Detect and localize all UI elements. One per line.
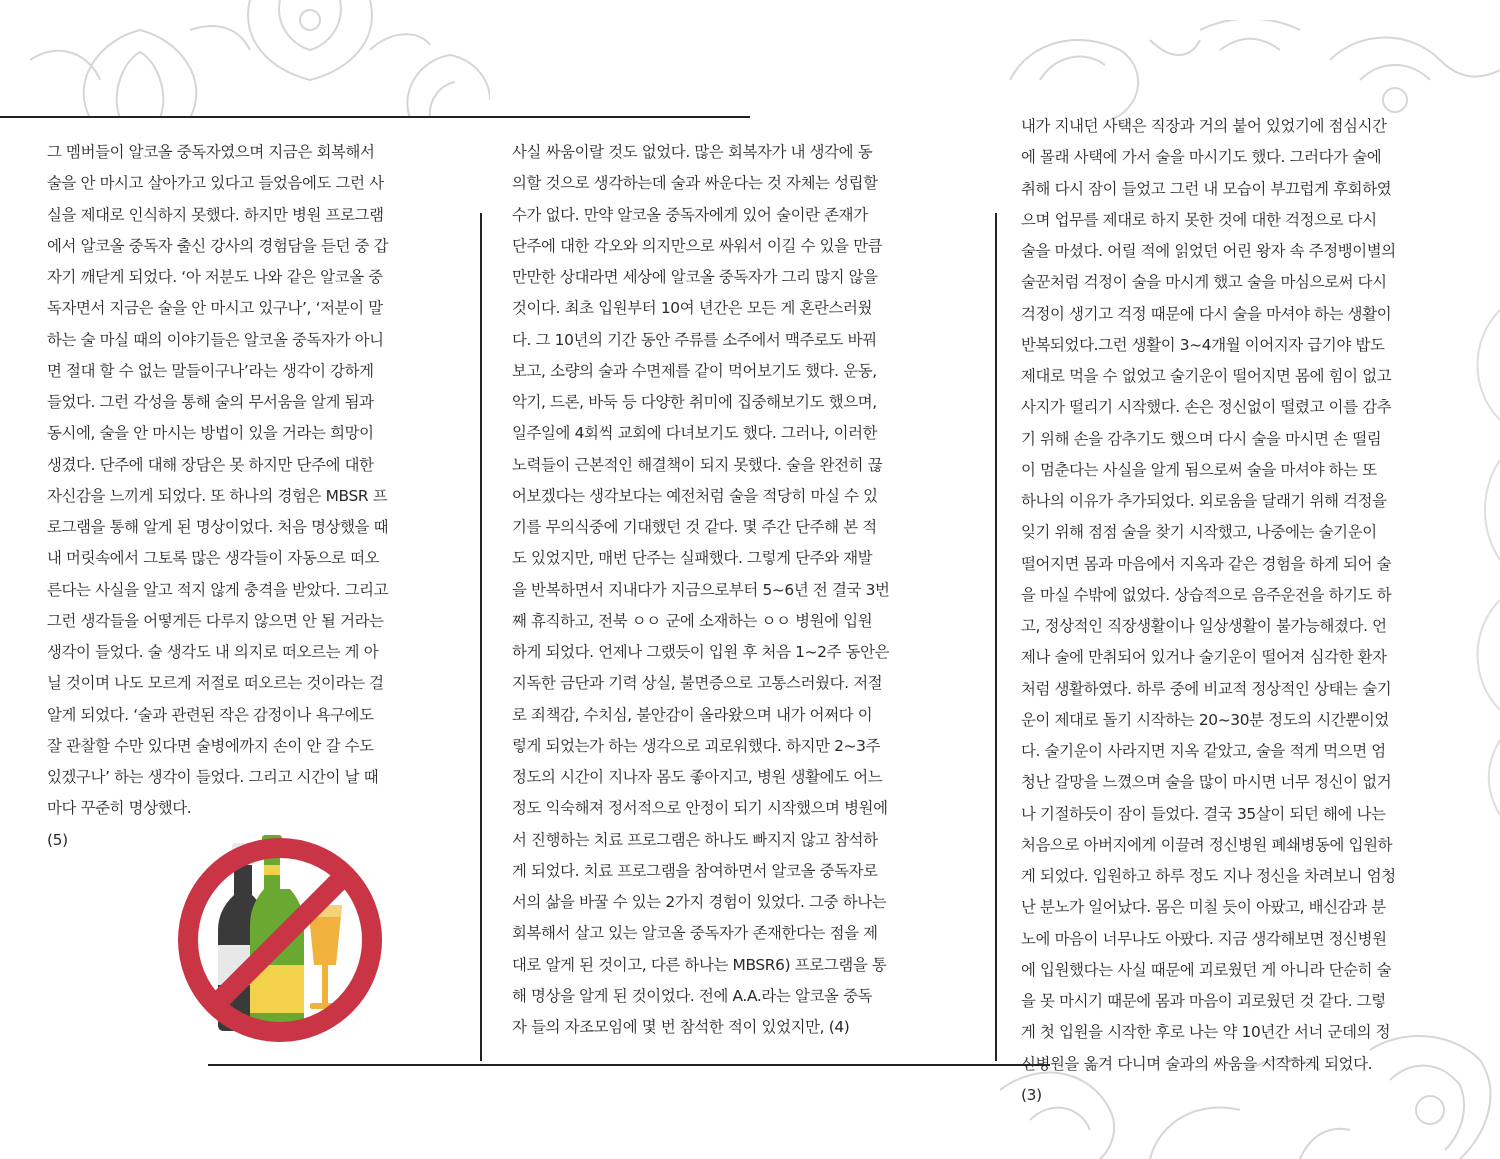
text-line: 만만한 상대라면 세상에 알코올 중독자가 그리 많지 않을 [512, 268, 878, 286]
text-line: 제대로 먹을 수 없었고 술기운이 떨어지면 몸에 힘이 없고 [1021, 367, 1392, 385]
text-line: 일주일에 4회씩 교회에 다녀보기도 했다. 그러나, 이러한 [512, 424, 878, 443]
page-marker: (5) [47, 830, 68, 849]
no-alcohol-sign-icon [170, 825, 390, 1045]
text-line: 고, 정상적인 직장생활이나 일상생활이 불가능해졌다. 언 [1021, 617, 1387, 635]
text-line: 악기, 드론, 바둑 등 다양한 취미에 집중해보기도 했으며, [512, 393, 877, 411]
column-divider-right [995, 213, 997, 1061]
text-line: 을 마실 수밖에 없었다. 상습적으로 음주운전을 하기도 하 [1021, 585, 1392, 604]
text-line: 그런 생각들을 어떻게든 다루지 않으면 안 될 거라는 [47, 611, 384, 630]
page-marker: (3) [1021, 1085, 1042, 1104]
text-column-left [47, 137, 472, 856]
text-line: 으며 업무를 제대로 하지 못한 것에 대한 걱정으로 다시 [1021, 210, 1377, 229]
text-line: 마다 꾸준히 명상했다. [47, 799, 192, 818]
text-line: 술을 마셨다. 어릴 적에 읽었던 어린 왕자 속 주정뱅이별의 [1021, 242, 1396, 260]
column-divider-left [480, 213, 482, 1061]
text-line: 서의 삶을 바꿀 수 있는 2가지 경험이 있었다. 그중 하나는 [512, 893, 887, 911]
text-line: 동시에, 술을 안 마시는 방법이 있을 거라는 희망이 [47, 424, 374, 443]
text-line: 게 되었다. 치료 프로그램을 참여하면서 알코올 중독자로 [512, 861, 878, 880]
text-line: 로그램을 통해 알게 된 명상이었다. 처음 명상했을 때 [47, 518, 389, 536]
text-line: 어보겠다는 생각보다는 예전처럼 술을 적당히 마실 수 있 [512, 486, 878, 505]
text-line: 하나의 이유가 추가되었다. 외로움을 달래기 위해 걱정을 [1021, 492, 1387, 510]
text-line: 지독한 금단과 기력 상실, 불면증으로 고통스러웠다. 저절 [512, 674, 883, 693]
text-line: 나 기절하듯이 잠이 들었다. 결국 35살이 되던 해에 나는 [1021, 804, 1386, 823]
text-line: 의할 것으로 생각하는데 술과 싸운다는 것 자체는 성립할 [512, 174, 878, 193]
text-line: 기 위해 손을 감추기도 했으며 다시 술을 마시면 손 떨림 [1021, 429, 1382, 448]
text-column-middle [512, 137, 967, 1043]
text-line: 을 못 마시기 때문에 몸과 마음이 괴로웠던 것 같다. 그렇 [1021, 992, 1386, 1010]
text-line: 노력들이 근본적인 해결책이 되지 못했다. 술을 완전히 끊 [512, 455, 883, 474]
text-line: 기를 무의식중에 기대했던 것 같다. 몇 주간 단주해 본 적 [512, 518, 877, 536]
text-line: 사지가 떨리기 시작했다. 손은 정신없이 떨렸고 이를 감추 [1021, 398, 1392, 417]
text-line: 걱정이 생기고 걱정 때문에 다시 술을 마셔야 하는 생활이 [1021, 304, 1392, 323]
text-line: 게 첫 입원을 시작한 후로 나는 약 10년간 서너 군데의 정 [1021, 1023, 1391, 1042]
text-line: 렇게 되었는가 하는 생각으로 괴로워했다. 하지만 2~3주 [512, 736, 881, 755]
text-line: 생각이 들었다. 술 생각도 내 의지로 떠오르는 게 아 [47, 643, 379, 661]
text-line: 게 되었다. 입원하고 하루 정도 지나 정신을 차려보니 엄청 [1021, 867, 1396, 885]
text-line: 하게 되었다. 언제나 그랬듯이 입원 후 처음 1~2주 동안은 [512, 643, 890, 661]
text-line: 내 머릿속에서 그토록 많은 생각들이 자동으로 떠오 [47, 549, 380, 568]
text-line: 술꾼처럼 걱정이 술을 마시게 했고 술을 마심으로써 다시 [1021, 273, 1387, 292]
text-line: 대로 알게 된 것이고, 다른 하나는 MBSR6) 프로그램을 통 [512, 955, 887, 974]
text-line: 처럼 생활하였다. 하루 중에 비교적 정상적인 상태는 술기 [1021, 679, 1392, 698]
text-line: 보고, 소량의 술과 수면제를 같이 먹어보기도 했다. 운동, [512, 361, 877, 380]
text-line: 것이다. 최초 입원부터 10여 년간은 모든 게 혼란스러웠 [512, 299, 873, 318]
text-line: 난 분노가 일어났다. 몸은 미칠 듯이 아팠고, 배신감과 분 [1021, 898, 1386, 917]
text-line: 닐 것이며 나도 모르게 저절로 떠오르는 것이라는 걸 [47, 674, 384, 693]
text-line: 정도 익숙해져 정서적으로 안정이 되기 시작했으며 병원에 [512, 799, 888, 818]
text-line: 들었다. 그런 각성을 통해 술의 무서움을 알게 됨과 [47, 393, 374, 411]
text-line: 있겠구나’ 하는 생각이 들었다. 그리고 시간이 날 때 [47, 768, 379, 786]
text-line: 도 있었지만, 매번 단주는 실패했다. 그렇게 단주와 재발 [512, 549, 873, 568]
text-line: 을 반복하면서 지내다가 지금으로부터 5~6년 전 결국 3번 [512, 580, 890, 599]
bottom-horizontal-rule [208, 1064, 1050, 1066]
text-line: 그 멤버들이 알코올 중독자였으며 지금은 회복해서 [47, 143, 375, 161]
text-line: 자신감을 느끼게 되었다. 또 하나의 경험은 MBSR 프 [47, 486, 388, 505]
text-line: 자 들의 자조모임에 몇 번 참석한 적이 있었지만, (4) [512, 1018, 850, 1036]
text-line: 수가 없다. 만약 알코올 중독자에게 있어 술이란 존재가 [512, 205, 868, 224]
text-line: 독자면서 지금은 술을 안 마시고 있구나’, ‘저분이 말 [47, 299, 383, 318]
text-line: 다. 그 10년의 기간 동안 주류를 소주에서 맥주로도 바꿔 [512, 330, 877, 349]
text-line: 회복해서 살고 있는 알코올 중독자가 존재한다는 점을 제 [512, 924, 878, 943]
mandala-ornament-top-left [30, 0, 490, 118]
top-horizontal-rule [0, 116, 750, 118]
text-line: 제나 술에 만취되어 있거나 술기운이 떨어져 심각한 환자 [1021, 648, 1387, 667]
text-line: 다. 술기운이 사라지면 지옥 같았고, 술을 적게 먹으면 엄 [1021, 742, 1386, 760]
text-line: 잘 관찰할 수만 있다면 술병에까지 손이 안 갈 수도 [47, 736, 374, 755]
text-line: 에 입원했다는 사실 때문에 괴로웠던 게 아니라 단순히 술 [1021, 960, 1392, 979]
text-line: 른다는 사실을 알고 적지 않게 충격을 받았다. 그리고 [47, 580, 389, 599]
text-line: 서 진행하는 치료 프로그램은 하나도 빠지지 않고 참석하 [512, 830, 878, 849]
text-line: 정도의 시간이 지나자 몸도 좋아지고, 병원 생활에도 어느 [512, 768, 883, 786]
text-line: 해 명상을 알게 된 것이었다. 전에 A.A.라는 알코올 중독 [512, 986, 873, 1005]
text-line: 생겼다. 단주에 대해 장담은 못 하지만 단주에 대한 [47, 455, 374, 474]
text-line: 내가 지내던 사택은 직장과 거의 붙어 있었기에 점심시간 [1021, 117, 1387, 135]
text-line: 하는 술 마실 때의 이야기들은 알코올 중독자가 아니 [47, 330, 384, 349]
text-line: 청난 갈망을 느꼈으며 술을 많이 마시면 너무 정신이 없거 [1021, 773, 1392, 792]
text-line: 에서 알코올 중독자 출신 강사의 경험담을 듣던 중 갑 [47, 236, 389, 255]
text-line: 신병원을 옮겨 다니며 술과의 싸움을 시작하게 되었다. [1021, 1054, 1373, 1073]
text-line: 알게 되었다. ‘술과 관련된 작은 감정이나 욕구에도 [47, 705, 374, 724]
text-line: 운이 제대로 돌기 시작하는 20~30분 정도의 시간뿐이었 [1021, 710, 1389, 729]
text-column-right [1021, 111, 1471, 1111]
text-line: 취해 다시 잠이 들었고 그런 내 모습이 부끄럽게 후회하였 [1021, 179, 1392, 198]
text-line: 술을 안 마시고 살아가고 있다고 들었음에도 그런 사 [47, 174, 384, 193]
text-line: 실을 제대로 인식하지 못했다. 하지만 병원 프로그램 [47, 205, 384, 224]
text-line: 노에 마음이 너무나도 아팠다. 지금 생각해보면 정신병원 [1021, 929, 1387, 948]
text-line: 사실 싸움이랄 것도 없었다. 많은 회복자가 내 생각에 동 [512, 143, 873, 161]
text-line: 잊기 위해 점점 술을 찾기 시작했고, 나중에는 술기운이 [1021, 523, 1377, 542]
text-line: 이 멈춘다는 사실을 알게 됨으로써 술을 마셔야 하는 또 [1021, 460, 1377, 479]
text-line: 로 죄책감, 수치심, 불안감이 올라왔으며 내가 어쩌다 이 [512, 705, 873, 724]
text-line: 째 휴직하고, 전북 ㅇㅇ 군에 소재하는 ㅇㅇ 병원에 입원 [512, 611, 873, 630]
text-line: 반복되었다.그런 생활이 3~4개월 이어지자 급기야 밥도 [1021, 335, 1385, 354]
text-line: 단주에 대한 각오와 의지만으로 싸워서 이길 수 있을 만큼 [512, 236, 883, 255]
text-line: 면 절대 할 수 없는 말들이구나’라는 생각이 강하게 [47, 361, 374, 380]
text-line: 자기 깨닫게 되었다. ‘아 저분도 나와 같은 알코올 중 [47, 268, 383, 286]
text-line: 떨어지면 몸과 마음에서 지옥과 같은 경험을 하게 되어 술 [1021, 554, 1392, 573]
text-line: 에 몰래 사택에 가서 술을 마시기도 했다. 그러다가 술에 [1021, 148, 1382, 167]
text-line: 처음으로 아버지에게 이끌려 정신병원 폐쇄병동에 입원하 [1021, 835, 1393, 854]
